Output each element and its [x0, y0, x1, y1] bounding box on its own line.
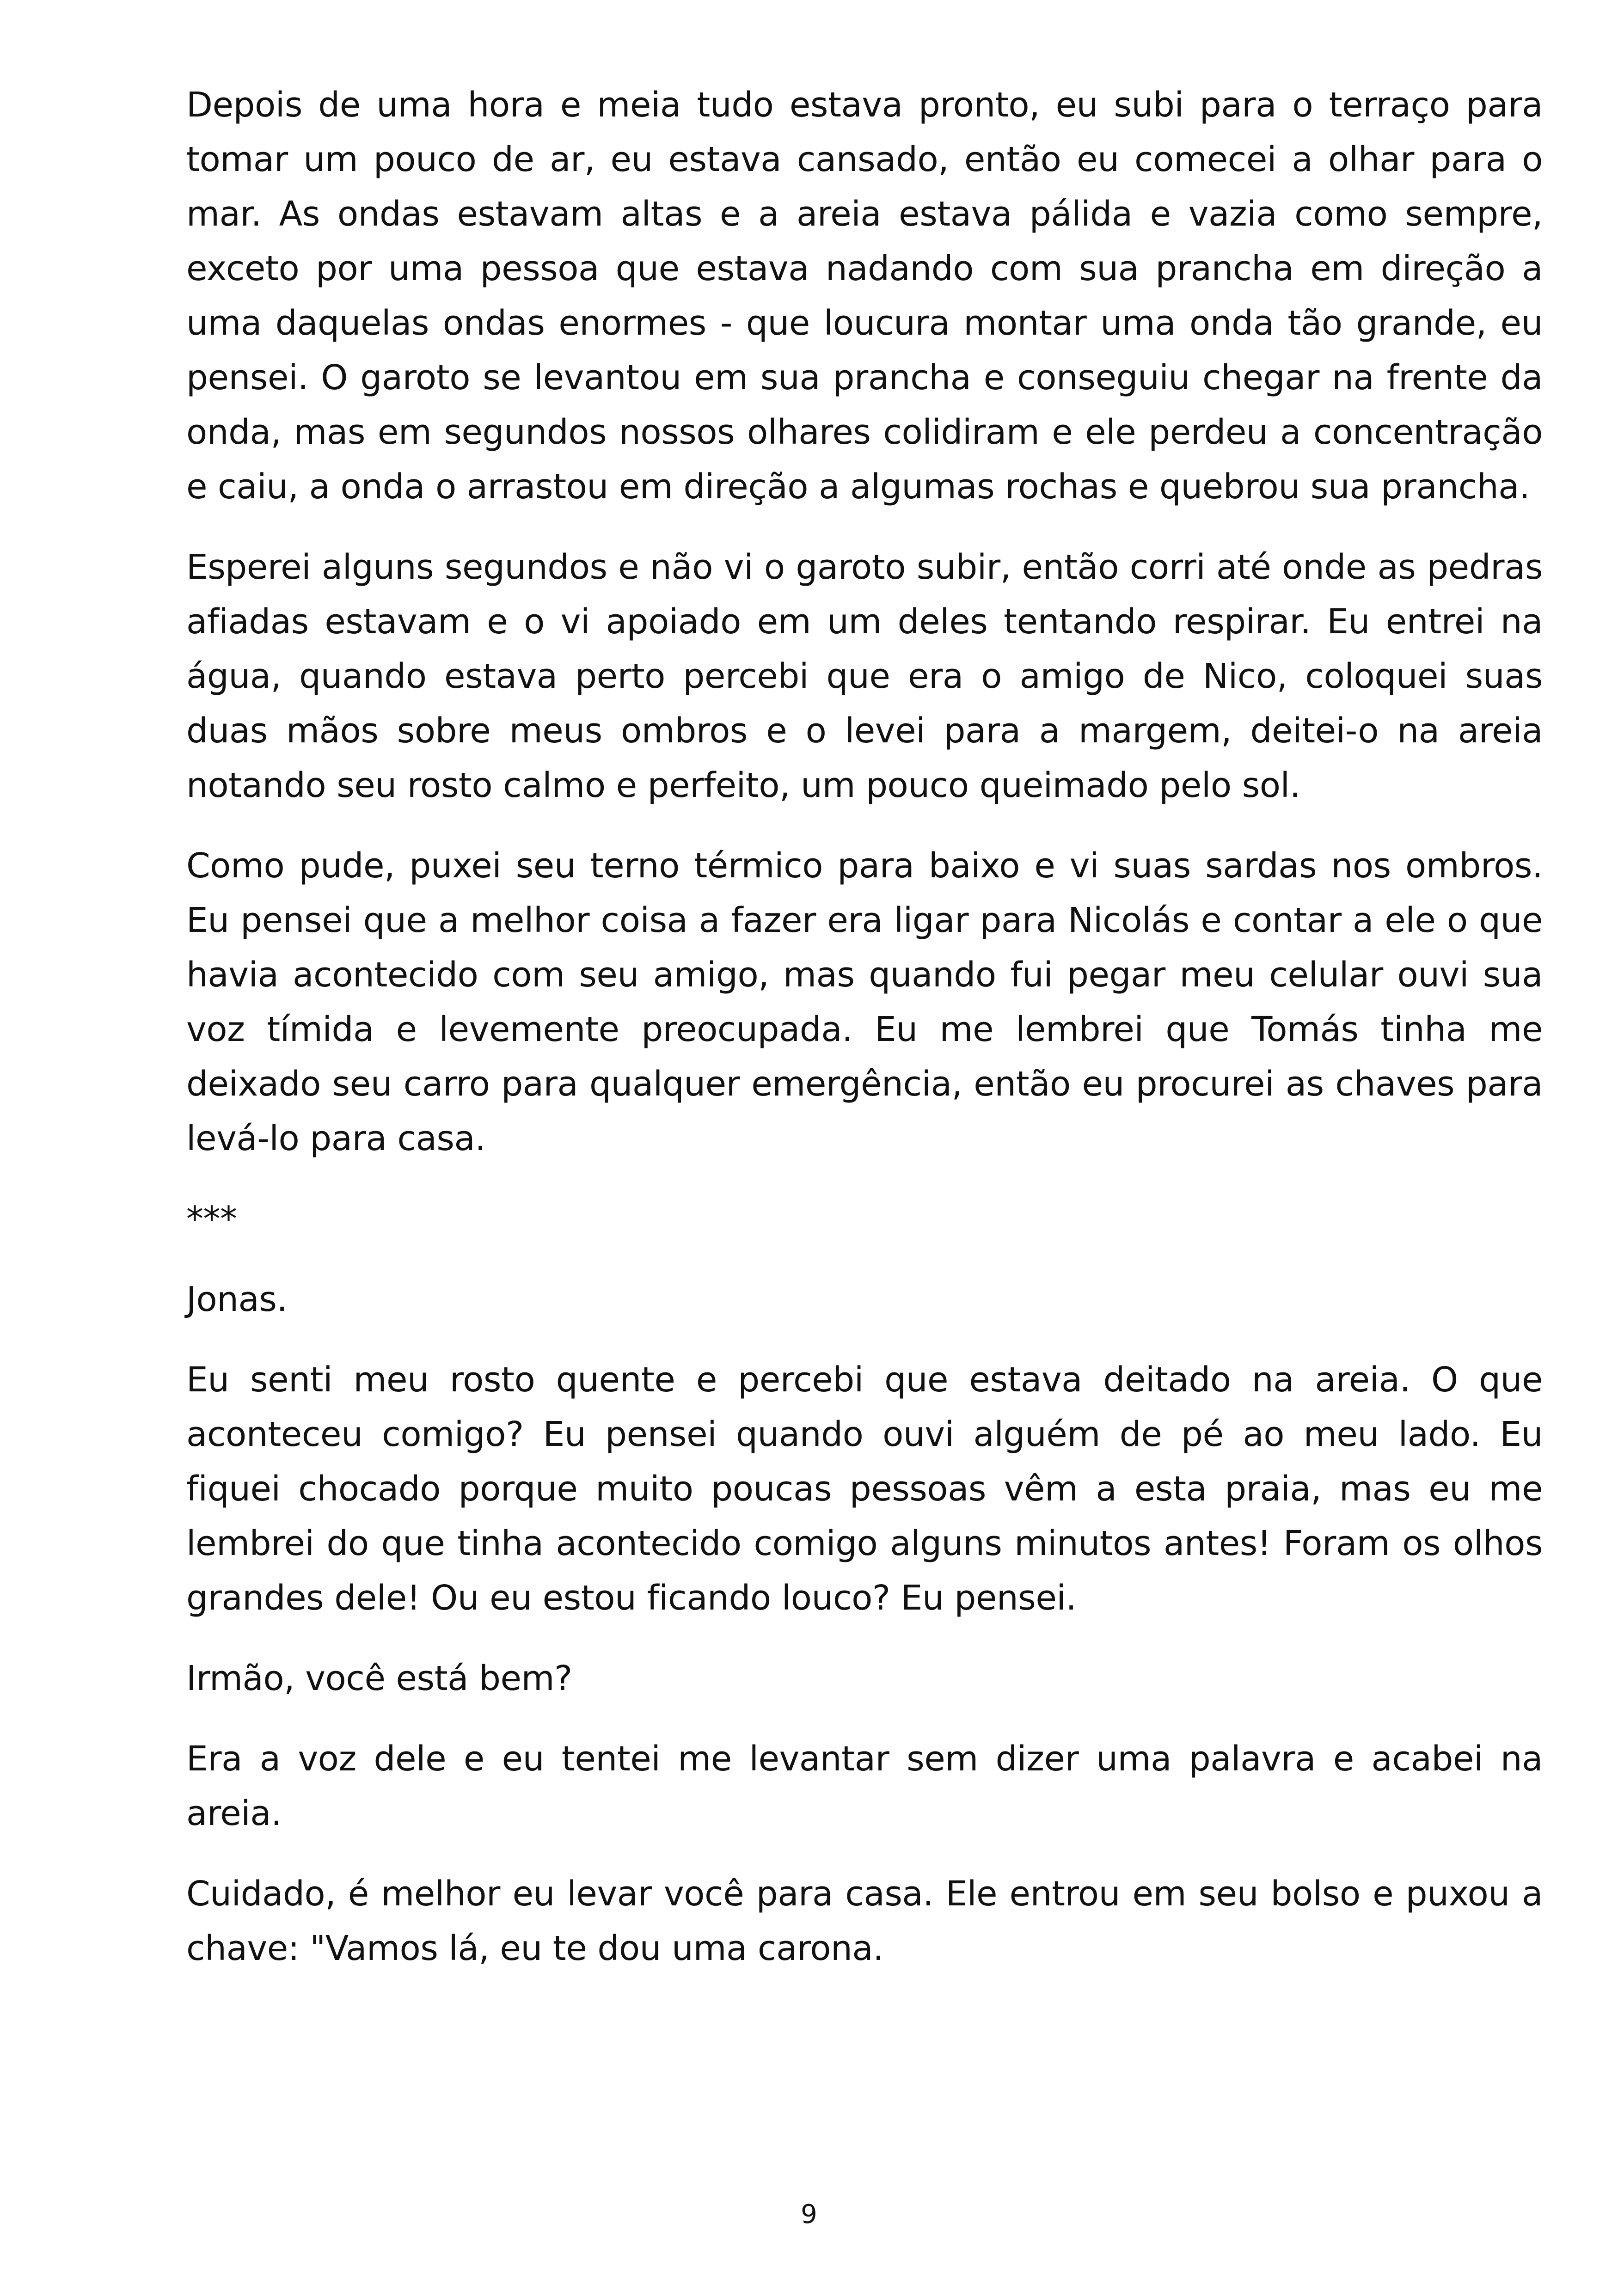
paragraph-1: Depois de uma hora e meia tudo estava pronto, eu subi para o terraço para tomar um pouco de ar, eu estava cansado, então eu comecei a olhar para o mar. As ondas estavam altas e a areia estava pálida e vazia como sempre, exceto por uma pessoa que estava nadando com sua prancha em direção a uma daquelas ondas enormes - que loucura montar uma onda tão grande, eu pensei. O garoto se levantou em sua prancha e conseguiu chegar na frente da onda, mas em segundos nossos olhares colidiram e ele perdeu a concentração e caiu, a onda o arrastou em direção a algumas rochas e quebrou sua prancha. [186, 85, 1543, 507]
body-text [186, 78, 1543, 2002]
paragraph-2: Esperei alguns segundos e não vi o garoto subir, então corri até onde as pedras afiadas estavam e o vi apoiado em um deles tentando respirar. Eu entrei na água, quando estava perto percebi que era o amigo de Nico, coloquei suas duas mãos sobre meus ombros e o levei para a margem, deitei-o na areia notando seu rosto calmo e perfeito, um pouco queimado pelo sol. [186, 547, 1543, 805]
paragraph-5: Era a voz dele e eu tentei me levantar sem dizer uma palavra e acabei na areia. [186, 1739, 1543, 1833]
dialogue-line-1: Irmão, você está bem? [186, 1659, 572, 1698]
section-break: *** [186, 1199, 237, 1239]
paragraph-6: Cuidado, é melhor eu levar você para casa. Ele entrou em seu bolso e puxou a chave: "Vamos lá, eu te dou uma carona. [186, 1874, 1543, 1968]
page-number: 9 [801, 2199, 817, 2229]
paragraph-4: Eu senti meu rosto quente e percebi que estava deitado na areia. O que aconteceu comigo? Eu pensei quando ouvi alguém de pé ao meu lado. Eu fiquei chocado porque muito poucas pessoas vêm a esta praia, mas eu me lembrei do que tinha acontecido comigo alguns minutos antes! Foram os olhos grandes dele! Ou eu estou ficando louco? Eu pensei. [186, 1360, 1543, 1618]
chapter-speaker-heading: Jonas. [186, 1280, 288, 1319]
paragraph-3: Como pude, puxei seu terno térmico para baixo e vi suas sardas nos ombros. Eu pensei que a melhor coisa a fazer era ligar para Nicolás e contar a ele o que havia acontecido com seu amigo, mas quando fui pegar meu celular ouvi sua voz tímida e levemente preocupada. Eu me lembrei que Tomás tinha me deixado seu carro para qualquer emergência, então eu procurei as chaves para levá-lo para casa. [186, 846, 1543, 1158]
